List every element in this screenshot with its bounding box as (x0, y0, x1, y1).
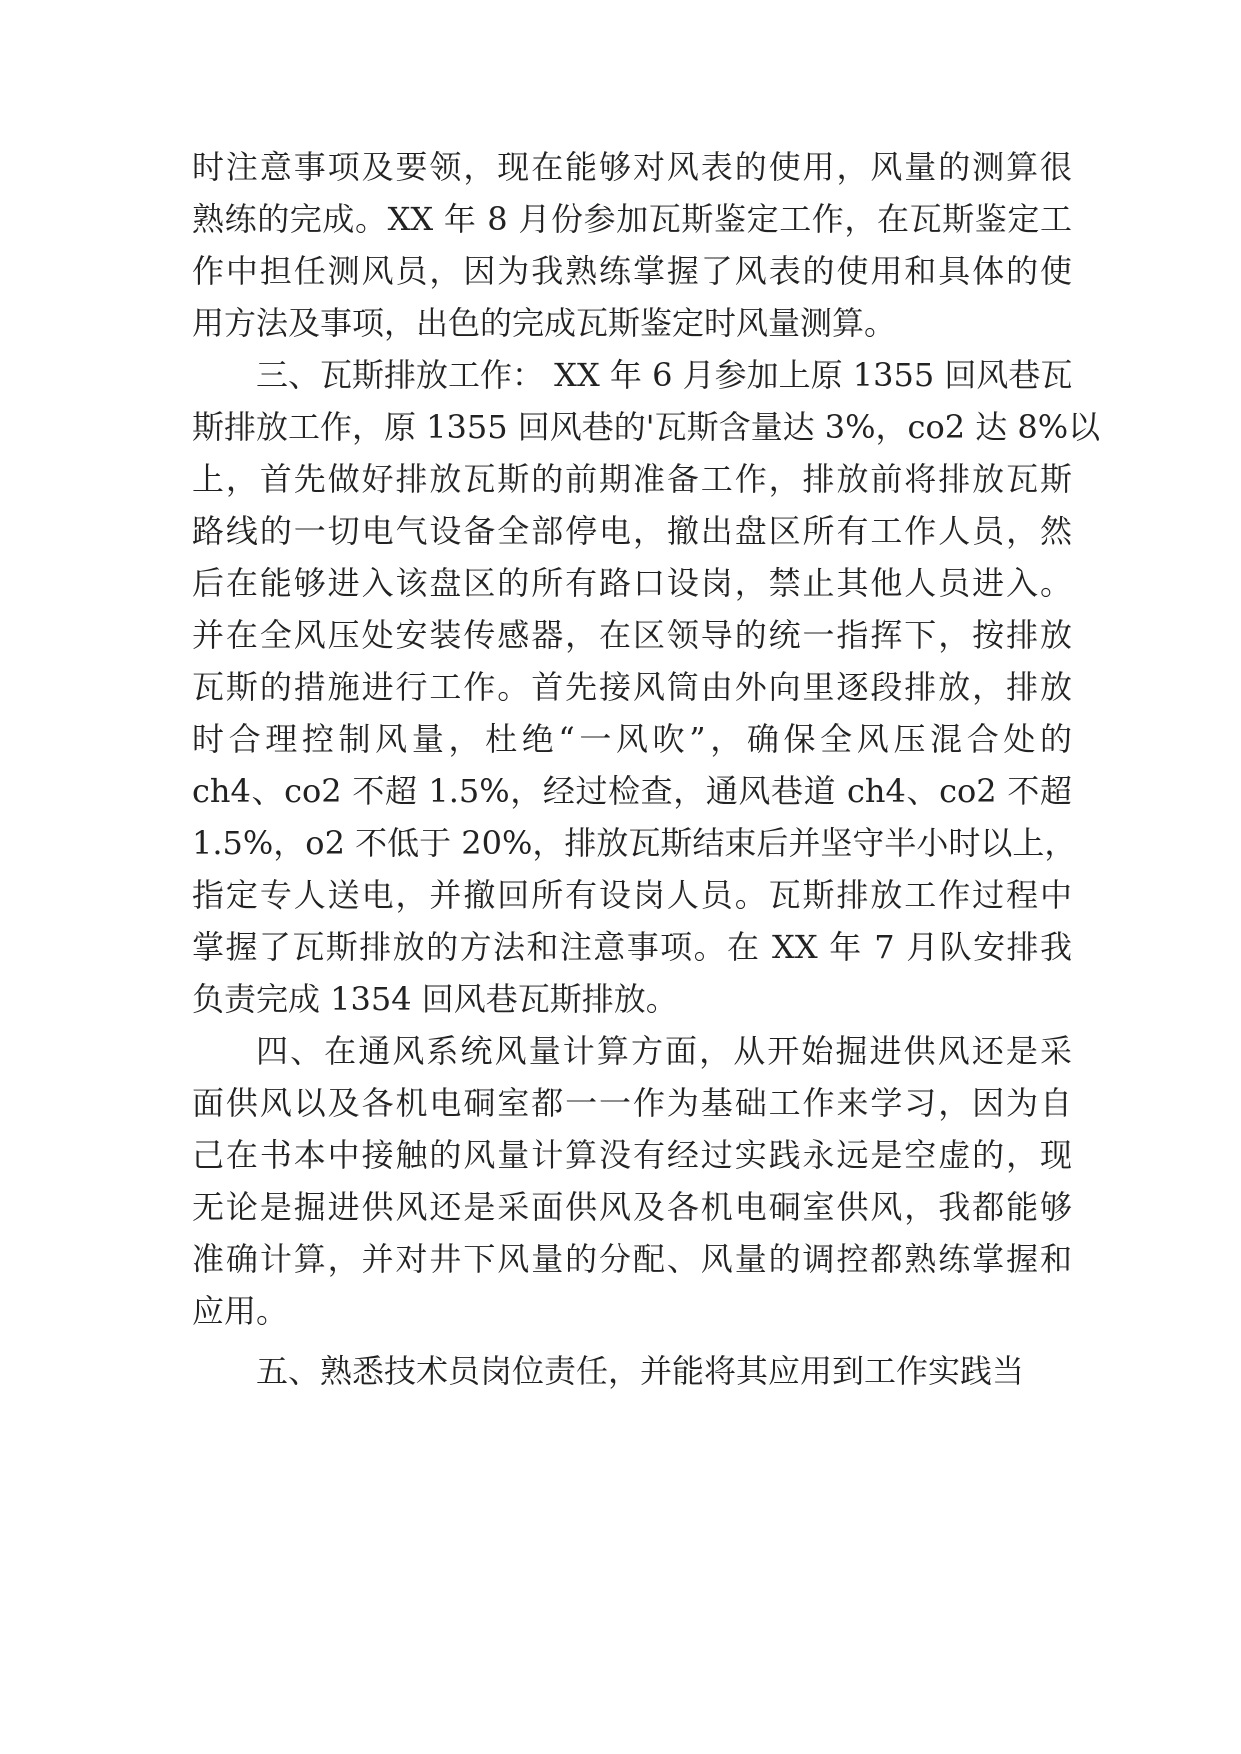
text-line: 后在能够进入该盘区的所有路口设岗，禁止其他人员进入。 (192, 564, 1072, 602)
text-line: 路线的一切电气设备全部停电，撤出盘区所有工作人员，然 (192, 512, 1072, 550)
text-line: 瓦斯的措施进行工作。首先接风筒由外向里逐段排放，排放 (192, 668, 1072, 706)
text-line: 无论是掘进供风还是采面供风及各机电硐室供风，我都能够 (192, 1188, 1072, 1226)
text-line: 斯排放工作，原 1355 回风巷的'瓦斯含量达 3%，co2 达 8%以 (192, 408, 1101, 446)
paragraph-start-line: 三、瓦斯排放工作： XX 年 6 月参加上原 1355 回风巷瓦 (256, 356, 1073, 394)
text-line: 熟练的完成。XX 年 8 月份参加瓦斯鉴定工作，在瓦斯鉴定工 (192, 200, 1072, 238)
text-line: 时注意事项及要领，现在能够对风表的使用，风量的测算很 (192, 148, 1072, 186)
text-line: 时合理控制风量，杜绝“一风吹”，确保全风压混合处的 (192, 720, 1072, 758)
text-line: 面供风以及各机电硐室都一一作为基础工作来学习，因为自 (192, 1084, 1072, 1122)
text-line: 应用。 (192, 1292, 289, 1330)
paragraph-start-line: 四、在通风系统风量计算方面，从开始掘进供风还是采 (256, 1032, 1072, 1070)
text-line: 指定专人送电，并撤回所有设岗人员。瓦斯排放工作过程中 (192, 876, 1072, 914)
text-line: 上，首先做好排放瓦斯的前期准备工作，排放前将排放瓦斯 (192, 460, 1072, 498)
text-line: 作中担任测风员，因为我熟练掌握了风表的使用和具体的使 (192, 252, 1072, 290)
text-line: 己在书本中接触的风量计算没有经过实践永远是空虚的，现 (192, 1136, 1072, 1174)
text-line: 用方法及事项，出色的完成瓦斯鉴定时风量测算。 (192, 304, 897, 342)
text-line: 准确计算，并对井下风量的分配、风量的调控都熟练掌握和 (192, 1240, 1072, 1278)
paragraph-start-line: 五、熟悉技术员岗位责任，并能将其应用到工作实践当 (256, 1352, 1025, 1390)
text-line: ch4、co2 不超 1.5%，经过检查，通风巷道 ch4、co2 不超 (192, 772, 1072, 810)
text-line: 负责完成 1354 回风巷瓦斯排放。 (192, 980, 678, 1018)
text-line: 1.5%，o2 不低于 20%，排放瓦斯结束后并坚守半小时以上， (192, 824, 1077, 862)
text-line: 并在全风压处安装传感器，在区领导的统一指挥下，按排放 (192, 616, 1072, 654)
text-line: 掌握了瓦斯排放的方法和注意事项。在 XX 年 7 月队安排我 (192, 928, 1072, 966)
